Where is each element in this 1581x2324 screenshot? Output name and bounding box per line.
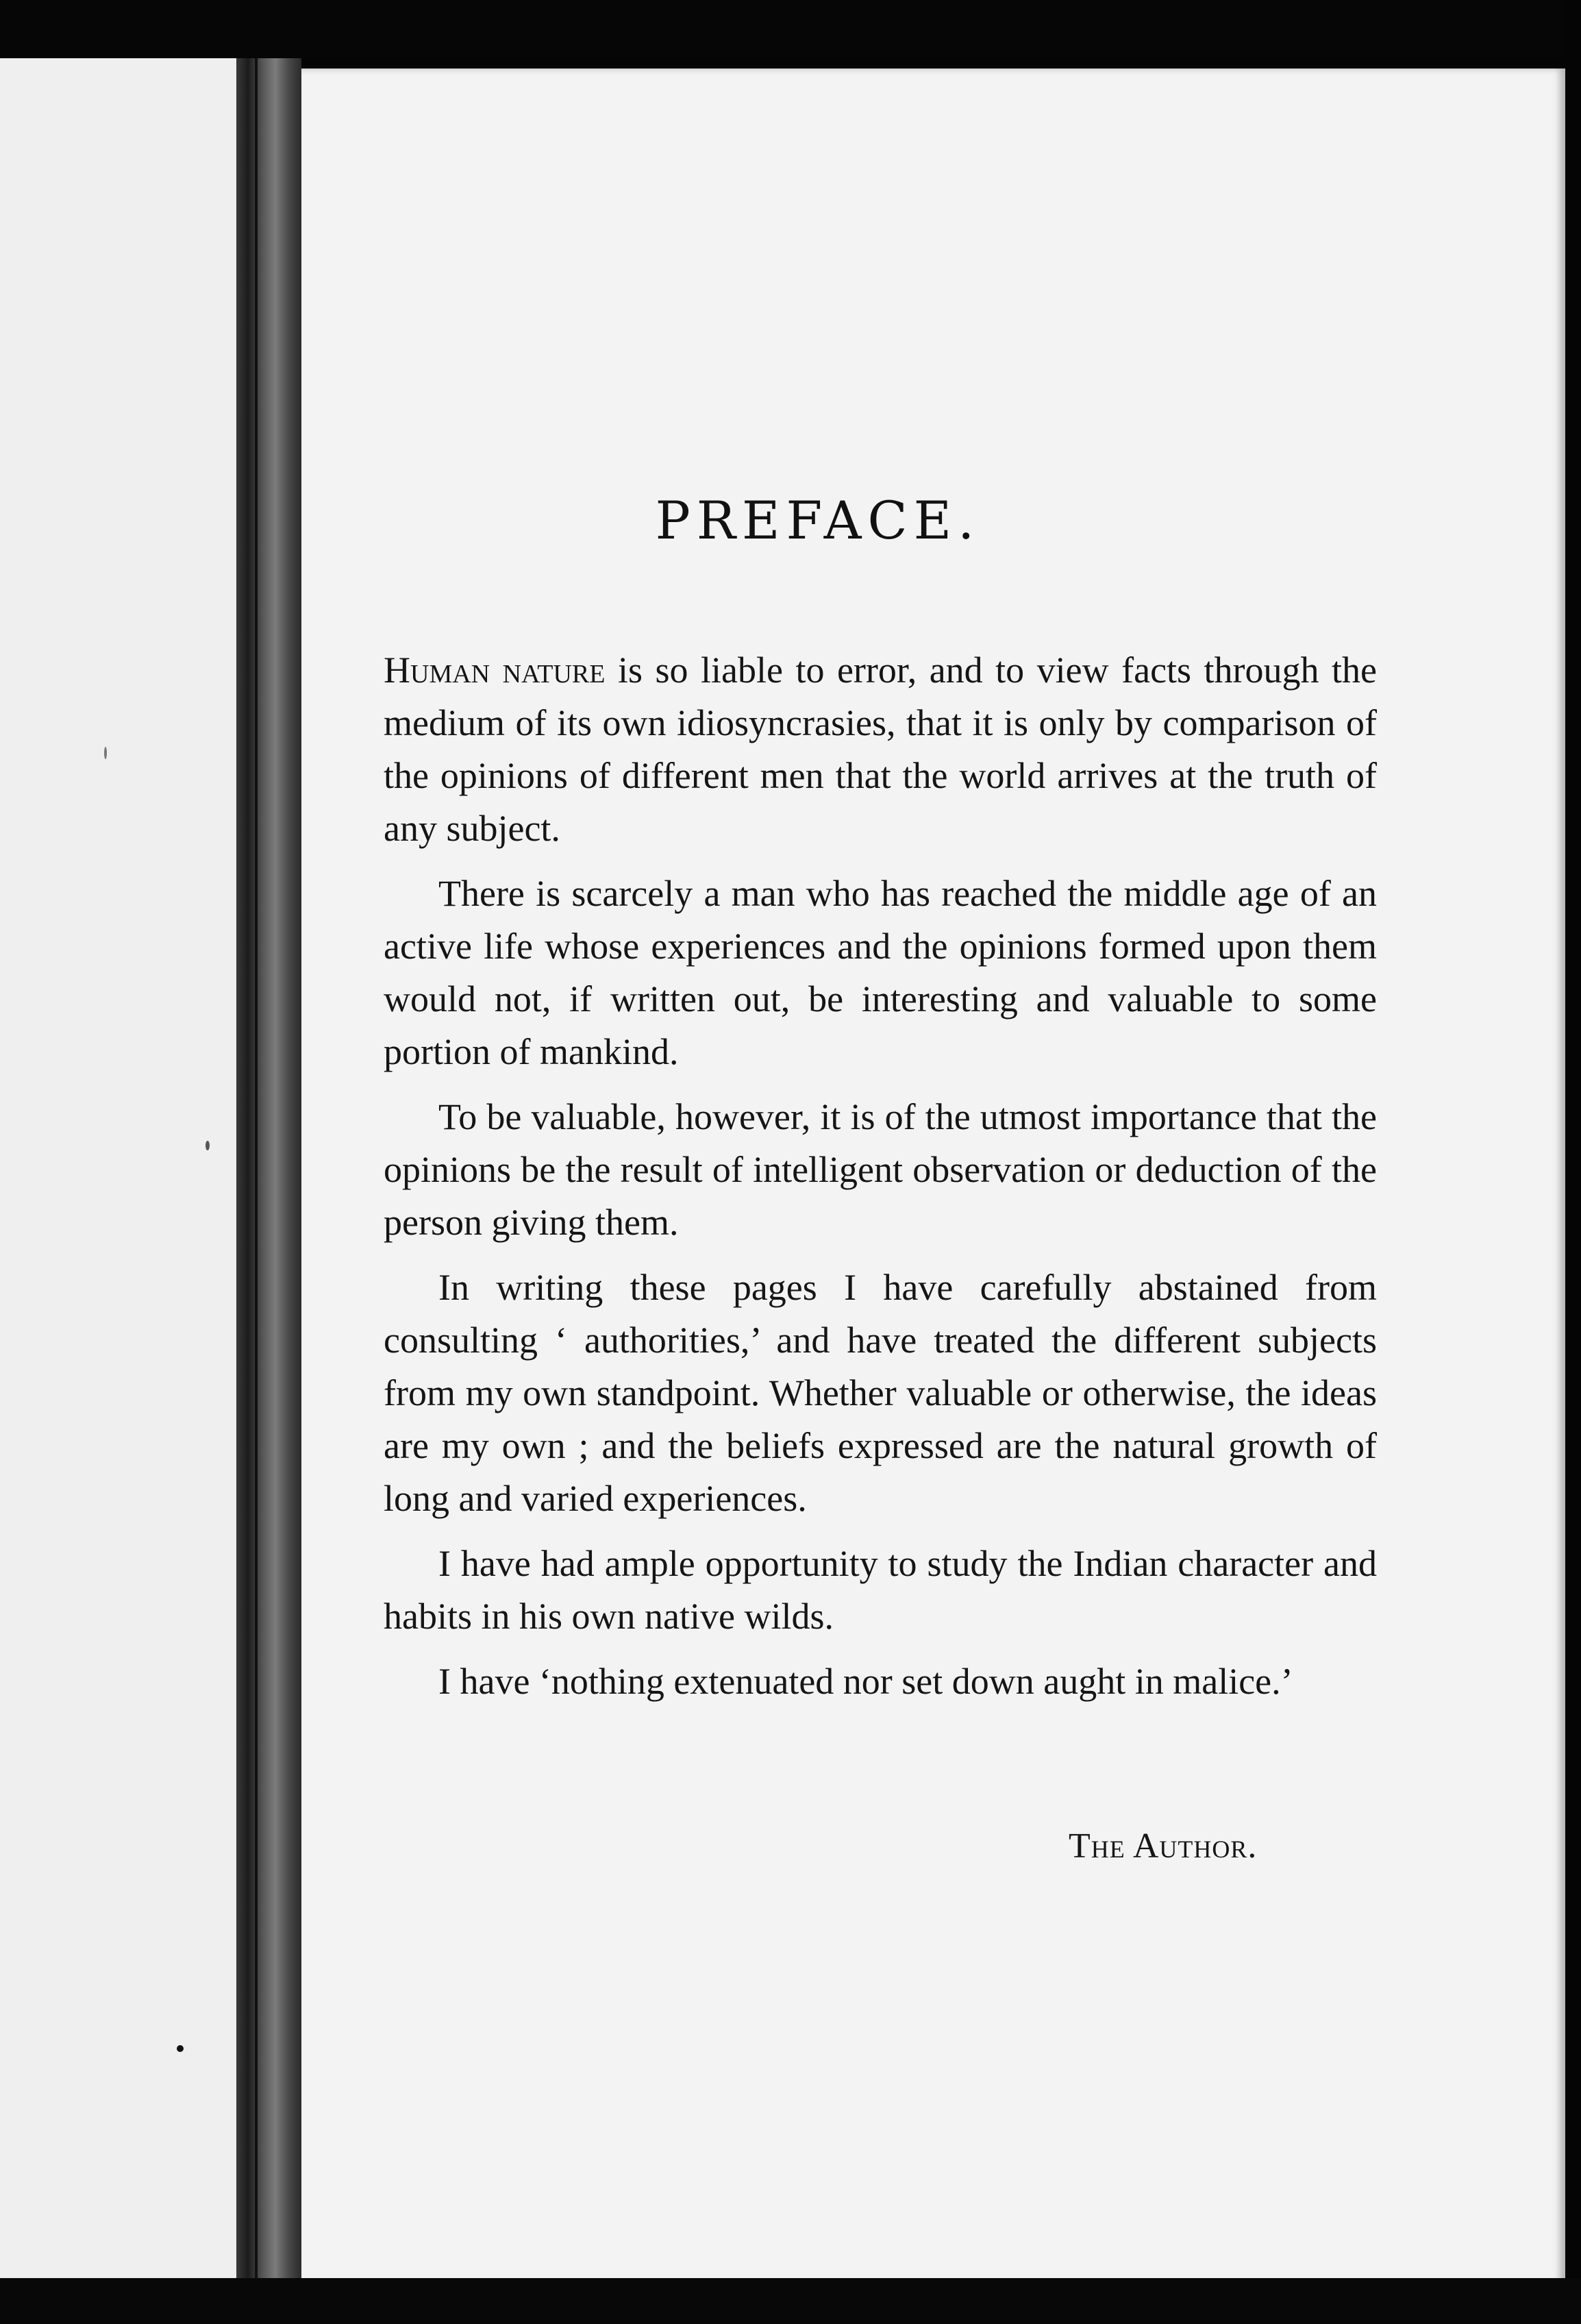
scan-top-border	[0, 0, 1581, 58]
gutter-edge	[255, 58, 258, 2278]
paragraph: There is scarcely a man who has reached the middle age of an active life whose experiences and the opinions formed upon them would not, if written out, be interesting and valuable to some portion of mankind.	[384, 873, 1377, 1072]
scan-bottom-border	[0, 2278, 1581, 2324]
paragraph-text: is so liable to error, and to view facts through the medium of its own idiosyncrasies, that it is only by comparison of the opinions of different men that the world arrives at the truth of any subject.	[384, 650, 1378, 849]
paragraph: I have ‘nothing extenuated nor set down aught in malice.’	[438, 1661, 1293, 1702]
ink-speck	[177, 2045, 184, 2052]
ink-speck	[206, 1141, 210, 1150]
paragraph	[384, 644, 1377, 855]
author-signature: The Author.	[1069, 1827, 1258, 1866]
opening-words: Human nature	[384, 650, 606, 691]
paragraph: In writing these pages I have carefully abstained from consulting ‘ authorities,’ and have treated the different subjects from my own standpoint. Whether valuable or otherwise, the ideas are my own ; and the beliefs expressed are the natural growth of long and varied experiences.	[384, 1267, 1377, 1519]
paragraph: I have had ample opportunity to study the Indian character and habits in his own native wilds.	[384, 1543, 1377, 1637]
book-gutter	[236, 58, 301, 2278]
paragraph: To be valuable, however, it is of the utmost importance that the opinions be the result of intelligent observation or deduction of the person giving them.	[384, 1096, 1377, 1243]
page-title: PREFACE.	[655, 490, 981, 551]
scan-right-border	[1565, 0, 1581, 2324]
preface-body	[384, 644, 1377, 1720]
ink-speck	[104, 747, 107, 759]
facing-blank-page	[0, 58, 236, 2278]
